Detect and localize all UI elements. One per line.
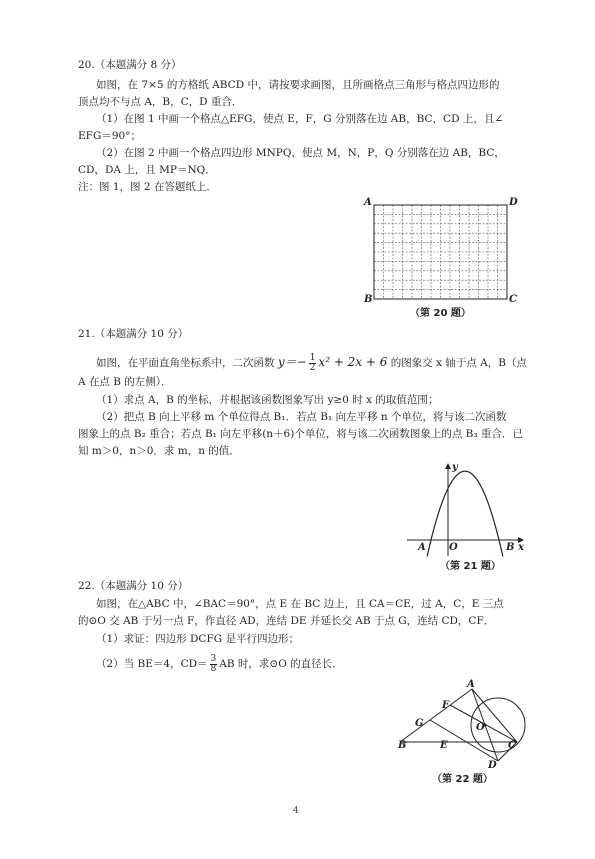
q21-text-b: 的图象交 x 轴于点 A，B（点 (390, 357, 527, 369)
q20-label-b: B (364, 294, 373, 305)
q22-label-f: F (442, 700, 450, 711)
q22-fraction (210, 655, 218, 674)
q22-header: 22.（本题满分 10 分） (78, 580, 189, 592)
q22-label-o: O (476, 722, 485, 733)
q20-grid-figure (374, 205, 507, 299)
q20-label-a: A (364, 197, 372, 208)
q22-frac-num: 3 (210, 653, 217, 664)
q21-label-o: O (449, 542, 458, 553)
q21-text-a: 如图，在平面直角坐标系中，二次函数 (96, 357, 275, 369)
q22-label-d: D (488, 760, 497, 771)
q21-frac-den: 2 (309, 362, 316, 373)
q20-label-d: D (509, 197, 518, 208)
q21-label-y: y (452, 462, 458, 473)
q21-fraction (309, 354, 317, 373)
q22-label-a: A (467, 679, 475, 690)
q21-text-line: A 在点 B 的左侧）． (78, 376, 172, 388)
q22-text-line: 如图，在△ABC 中，∠BAC＝90°，点 E 在 BC 边上，且 CA＝CE，过 A，C，E 三点 (96, 598, 504, 610)
q21-eq-equals: ＝− (284, 355, 307, 369)
q22-caption: （第 22 题） (432, 774, 493, 785)
q21-eq-y: y (277, 355, 285, 369)
q21-label-a: A (418, 542, 426, 553)
q22-text-a: （2）当 BE＝4，CD＝ (96, 658, 208, 670)
q22-label-g: G (415, 718, 424, 729)
q22-part2-line (96, 652, 343, 676)
q20-part2-line: （2）在图 2 中画一个格点四边形 MNPQ，使点 M，N，P，Q 分别落在边 AB，BC， (96, 147, 505, 159)
q21-label-x: x (518, 542, 524, 553)
q22-label-e: E (440, 740, 448, 751)
q21-part2-line: （2）把点 B 向上平移 m 个单位得点 B₁．若点 B₁ 向左平移 n 个单位，将与该二次函数 (96, 411, 507, 423)
q22-label-c: C (508, 740, 516, 751)
q21-eq-rest: x² + 2x + 6 (318, 355, 388, 369)
q22-part1-line: （1）求证：四边形 DCFG 是平行四边形； (96, 633, 299, 645)
q21-label-b: B (506, 542, 515, 553)
q20-header: 20.（本题满分 8 分） (78, 59, 182, 71)
q21-part2-line: 图象上的点 B₂ 重合；若点 B₁ 向左平移(n＋6)个单位，将与该二次函数图象上的点 B₃ 重合．已 (78, 428, 523, 440)
q22-label-b: B (398, 740, 407, 751)
q21-parabola-curve (427, 471, 503, 556)
q21-part1-line: （1）求点 A，B 的坐标，并根据该函数图象写出 y≥0 时 x 的取值范围； (96, 394, 439, 406)
q21-header: 21.（本题满分 10 分） (78, 328, 189, 340)
q21-text-line (96, 350, 527, 375)
q21-part2-line: 知 m＞0，n＞0．求 m，n 的值． (78, 445, 240, 457)
q22-text-line: 的⊙O 交 AB 于另一点 F，作直径 AD，连结 DE 并延长交 AB 于点 G，连结 CD，CF． (78, 615, 495, 627)
q20-note: 注：图 1，图 2 在答题纸上． (78, 181, 217, 193)
q20-part1-line: EFG＝90°； (78, 130, 141, 142)
q20-part2-line: CD，DA 上，且 MP＝NQ． (78, 164, 216, 176)
page-number: 4 (293, 806, 299, 816)
q20-part1-line: （1）在图 1 中画一个格点△EFG，使点 E，F，G 分别落在边 AB，BC，CD 上，且∠ (96, 113, 504, 125)
q22-text-b: AB 时，求⊙O 的直径长． (219, 658, 343, 670)
q22-frac-den: 8 (210, 663, 217, 674)
q21-caption: （第 21 题） (440, 561, 501, 572)
q20-text-line: 顶点均不与点 A，B，C，D 重合． (78, 96, 243, 108)
q20-text-line: 如图，在 7×5 的方格纸 ABCD 中，请按要求画图，且所画格点三角形与格点四边形的 (96, 79, 500, 91)
q21-frac-num: 1 (309, 352, 316, 363)
q20-caption: （第 20 题） (410, 308, 471, 319)
q20-label-c: C (509, 294, 517, 305)
